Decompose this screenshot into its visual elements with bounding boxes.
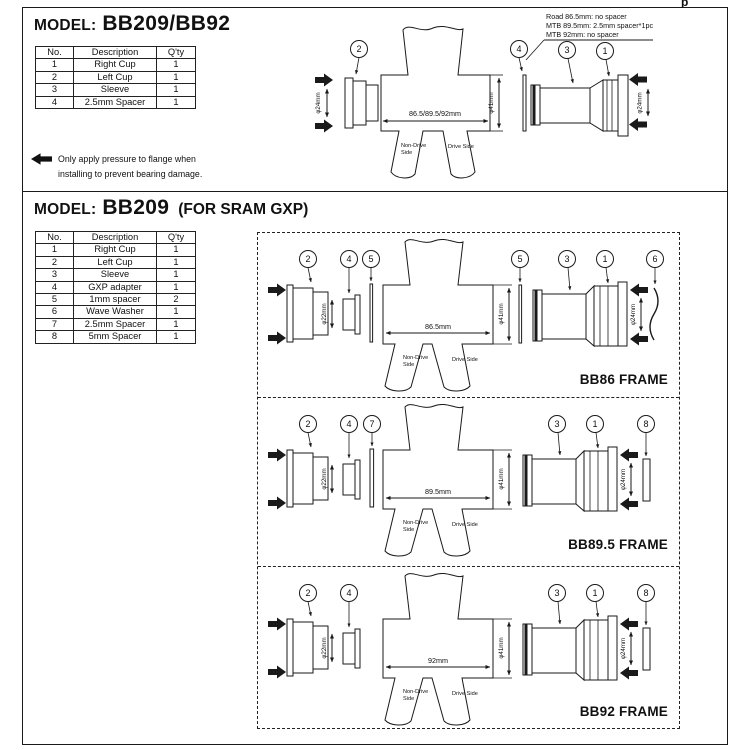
- press-arrow-icon: [630, 333, 648, 346]
- press-arrow-icon: [268, 666, 286, 679]
- section2-title: [34, 196, 308, 220]
- spacer-1mm-left: [370, 284, 373, 342]
- dim-right-cup-diameter: φ24mm: [636, 92, 644, 114]
- model-label: MODEL:: [34, 17, 97, 34]
- diagram-bb895: [258, 399, 676, 561]
- table-row: [36, 84, 196, 96]
- adapter-body: [343, 299, 355, 330]
- frame-outline: [383, 239, 493, 391]
- cup-flange: [287, 619, 293, 676]
- cell-qty: 1: [157, 306, 196, 318]
- cell-qty: 1: [157, 59, 196, 71]
- cup-flange: [618, 282, 627, 346]
- cell-no: 7: [36, 318, 74, 330]
- table-row: [36, 293, 196, 305]
- frame-outline: [383, 404, 493, 556]
- sleeve-cylinder: [542, 294, 586, 339]
- model-label: MODEL:: [34, 201, 97, 218]
- cell-no: 5: [36, 293, 74, 305]
- cup-body: [584, 620, 608, 680]
- dim-shell-diameter-text: φ41mm: [498, 303, 505, 325]
- press-arrow-icon: [629, 118, 647, 131]
- cup-flange: [345, 78, 353, 128]
- callout-number: 7: [369, 419, 375, 429]
- sleeve-cylinder: [532, 459, 576, 504]
- callout-spacer-5mm: [638, 585, 655, 626]
- cup-sleeve-end: [366, 85, 378, 121]
- frame-shell: [383, 573, 493, 725]
- callout-left-cup: [300, 585, 317, 617]
- diagram-row-bb86: [258, 233, 679, 397]
- sleeve-and-right-cup: [533, 282, 648, 346]
- cell-desc: Right Cup: [74, 59, 157, 71]
- dim-shell-width: 86.5mm: [425, 322, 451, 331]
- callout-number: 8: [643, 588, 649, 598]
- press-arrow-icon: [620, 618, 638, 631]
- diagram-row-bb92: [258, 566, 679, 730]
- callout-spacer-5mm: [638, 416, 655, 457]
- dim-shell-width: 86.5/89.5/92mm: [409, 109, 461, 118]
- press-arrow-icon: [620, 449, 638, 462]
- caution-note: [31, 152, 202, 183]
- label-non-drive-side: Side: [403, 696, 415, 702]
- cell-desc: 5mm Spacer: [74, 331, 157, 343]
- sleeve-taper: [576, 451, 584, 511]
- dim-shell-width: 92mm: [428, 656, 448, 665]
- label-drive-side: Drive Side: [452, 357, 478, 363]
- sleeve-and-right-cup: [523, 616, 638, 680]
- cell-no: 1: [36, 244, 74, 256]
- callout-number: 1: [592, 419, 598, 429]
- wave-washer: [650, 288, 658, 340]
- press-arrow-icon: [268, 332, 286, 345]
- cell-no: 3: [36, 84, 74, 96]
- adapter-lip: [355, 629, 360, 668]
- frame-outline: [381, 26, 490, 177]
- callout-leader: [568, 59, 573, 84]
- table-row: [36, 256, 196, 268]
- section-divider: [22, 191, 728, 192]
- cell-desc: Right Cup: [74, 244, 157, 256]
- sleeve-and-right-cup: [523, 447, 638, 511]
- callout-left-cup: [300, 251, 317, 283]
- callout-number: 3: [564, 45, 570, 55]
- callout-spacer-right: [512, 251, 529, 283]
- cell-no: 2: [36, 71, 74, 83]
- cup-flange: [618, 75, 628, 136]
- callout-number: 1: [602, 46, 608, 56]
- callout-leader: [356, 58, 359, 75]
- sleeve-lip-band: [535, 291, 538, 341]
- press-arrow-icon: [268, 284, 286, 297]
- wave-washer-curve: [650, 288, 658, 340]
- cell-desc: 1mm spacer: [74, 293, 157, 305]
- cell-qty: 1: [157, 244, 196, 256]
- spacer-strip: [523, 75, 526, 131]
- callout-right-cup: [597, 251, 614, 284]
- callout-leader: [519, 58, 522, 72]
- header-no: No.: [36, 47, 74, 59]
- dim-shell-diameter-text: φ41mm: [498, 468, 505, 490]
- model-suffix: (FOR SRAM GXP): [178, 201, 309, 218]
- callout-number: 8: [643, 419, 649, 429]
- cell-qty: 1: [157, 96, 196, 108]
- callout-number: 1: [602, 254, 608, 264]
- callout-number: 3: [554, 588, 560, 598]
- callout-adapter: [341, 416, 358, 459]
- cup-flange: [608, 616, 617, 680]
- table-row: [36, 59, 196, 71]
- cell-desc: Sleeve: [74, 84, 157, 96]
- callout-leader: [568, 268, 570, 291]
- header-no: No.: [36, 232, 74, 244]
- label-non-drive-side: Side: [403, 362, 415, 368]
- left-cup: [268, 618, 328, 679]
- callout-spacer-left: [364, 416, 381, 447]
- press-arrow-icon: [315, 120, 333, 133]
- press-arrow-icon: [630, 284, 648, 297]
- cup-body: [293, 288, 313, 339]
- header-qty: Q'ty: [157, 232, 196, 244]
- callout-number: 3: [564, 254, 570, 264]
- table-row: [36, 269, 196, 281]
- sleeve-lip-band: [525, 625, 528, 675]
- label-non-drive-side: Non-Drive: [403, 520, 429, 526]
- cell-qty: 1: [157, 71, 196, 83]
- press-arrow-icon: [268, 497, 286, 510]
- callout-leader: [308, 433, 311, 448]
- dim-left-cup-diameter: φ24mm: [315, 92, 322, 114]
- spacer-2-5mm: [523, 75, 526, 131]
- dim-cup-diameter: φ24mm: [630, 303, 637, 326]
- callout-wave-washer: [647, 251, 664, 285]
- press-arrow-icon: [629, 73, 647, 86]
- cup-body: [353, 81, 366, 125]
- callout-right-cup: [597, 43, 614, 77]
- press-arrow-icon: [268, 449, 286, 462]
- label-non-drive-side: Non-Drive: [401, 143, 427, 149]
- callout-left-cup: [351, 41, 368, 75]
- left-cup: [315, 74, 378, 133]
- caution-line: Only apply pressure to flange when: [58, 154, 196, 164]
- model-value: BB209/BB92: [102, 12, 231, 35]
- adapter-body: [343, 464, 355, 495]
- callout-leader: [308, 268, 311, 283]
- callout-sleeve: [549, 416, 566, 456]
- spacer-strip: [370, 449, 374, 507]
- section2-parts-table: [35, 231, 196, 344]
- press-arrow-icon: [315, 74, 333, 87]
- callout-leader: [596, 433, 598, 449]
- left-arrow-icon: [31, 153, 52, 165]
- cell-no: 2: [36, 256, 74, 268]
- spacer-usage-notes: [526, 12, 653, 60]
- cell-no: 3: [36, 269, 74, 281]
- dim-shell-diameter-text: φ41mm: [498, 637, 505, 659]
- cell-qty: 1: [157, 331, 196, 343]
- callout-number: 2: [305, 588, 311, 598]
- cell-desc: Sleeve: [74, 269, 157, 281]
- dim-shell-width: 89.5mm: [425, 487, 451, 496]
- callout-leader: [606, 268, 608, 284]
- table-row: [36, 244, 196, 256]
- frame-label: BB92 FRAME: [579, 704, 668, 719]
- table-row: [36, 96, 196, 108]
- cell-desc: Wave Washer: [74, 306, 157, 318]
- adapter-lip: [355, 460, 360, 499]
- frame-shell: [383, 404, 493, 556]
- spacer-block: [643, 459, 650, 501]
- frame-label: BB86 FRAME: [579, 372, 668, 387]
- cell-desc: 2.5mm Spacer: [74, 318, 157, 330]
- cell-desc: GXP adapter: [74, 281, 157, 293]
- cell-no: 1: [36, 59, 74, 71]
- cell-qty: 1: [157, 256, 196, 268]
- dim-cup-diameter: φ24mm: [620, 637, 627, 660]
- cell-no: 4: [36, 281, 74, 293]
- sleeve-taper: [576, 620, 584, 680]
- cell-qty: 1: [157, 281, 196, 293]
- dim-shell-diameter: [493, 450, 512, 509]
- spacer-strip: [519, 285, 522, 343]
- cup-body: [293, 453, 313, 504]
- dim-cup-diameter: φ24mm: [620, 468, 627, 491]
- callout-spacer-left: [363, 251, 380, 282]
- cell-desc: Left Cup: [74, 71, 157, 83]
- cell-desc: Left Cup: [74, 256, 157, 268]
- table-row: [36, 331, 196, 343]
- frame-shell: [381, 26, 490, 177]
- dim-adapter-diameter: φ22mm: [321, 303, 328, 325]
- label-non-drive-side: Non-Drive: [403, 355, 429, 361]
- callout-number: 2: [305, 254, 311, 264]
- press-arrow-icon: [620, 498, 638, 511]
- callout-number: 1: [592, 588, 598, 598]
- caution-line: installing to prevent bearing damage.: [58, 169, 203, 180]
- diagram-bb86: [258, 234, 676, 396]
- frame-diagrams-box: [257, 232, 680, 729]
- cell-qty: 1: [157, 84, 196, 96]
- sleeve-taper: [586, 286, 594, 346]
- label-non-drive-side: Non-Drive: [403, 689, 429, 695]
- table-header-row: [36, 232, 196, 244]
- diagram-bb92: [258, 568, 676, 730]
- sleeve-cylinder: [540, 88, 590, 123]
- diagram-bb209-bb92: [293, 8, 743, 190]
- note-line: Road 86.5mm: no spacer: [546, 12, 627, 21]
- table-row: [36, 306, 196, 318]
- note-line: MTB 89.5mm: 2.5mm spacer*1pc: [546, 21, 654, 30]
- callout-right-cup: [587, 585, 604, 618]
- callout-number: 4: [346, 588, 352, 598]
- dim-shell-diameter: [493, 285, 512, 344]
- callout-number: 2: [305, 419, 311, 429]
- press-arrow-icon: [268, 618, 286, 631]
- model-value: BB209: [102, 196, 170, 219]
- cup-flange: [608, 447, 617, 511]
- spacer-strip: [370, 284, 373, 342]
- sleeve-lip-band: [525, 456, 528, 506]
- callout-spacer: [511, 41, 528, 72]
- cell-no: 4: [36, 96, 74, 108]
- callout-number: 3: [554, 419, 560, 429]
- page-edge-artifact: p: [681, 0, 689, 8]
- dim-adapter-diameter: φ22mm: [321, 468, 328, 490]
- sleeve-taper: [590, 80, 603, 131]
- dim-adapter-diameter: φ22mm: [321, 637, 328, 659]
- callout-adapter: [341, 585, 358, 628]
- cell-qty: 1: [157, 318, 196, 330]
- header-description: Description: [74, 232, 157, 244]
- callout-number: 4: [346, 419, 352, 429]
- spacer-2-5mm-left: [370, 449, 374, 507]
- header-description: Description: [74, 47, 157, 59]
- label-drive-side: Drive Side: [452, 691, 478, 697]
- adapter-lip: [355, 295, 360, 334]
- dim-shell-diameter-text: φ41mm: [488, 92, 495, 114]
- press-arrow-icon: [620, 667, 638, 680]
- callout-number: 5: [368, 254, 374, 264]
- callout-left-cup: [300, 416, 317, 448]
- adapter-body: [343, 633, 355, 664]
- cell-qty: 1: [157, 269, 196, 281]
- callout-right-cup: [587, 416, 604, 449]
- callout-leader: [558, 602, 560, 625]
- label-drive-side: Drive Side: [452, 522, 478, 528]
- frame-label: BB89.5 FRAME: [568, 537, 668, 552]
- cell-desc: 2.5mm Spacer: [74, 96, 157, 108]
- callout-adapter: [341, 251, 358, 294]
- spacer-5mm: [643, 459, 650, 501]
- label-non-drive-side: Side: [401, 150, 413, 156]
- caution-text: [58, 152, 202, 183]
- label-non-drive-side: Side: [403, 527, 415, 533]
- spacer-1mm-right: [519, 285, 522, 343]
- label-drive-side: Drive Side: [448, 144, 474, 150]
- callout-number: 4: [516, 44, 522, 54]
- note-leader-line: [526, 40, 544, 60]
- callout-leader: [308, 602, 311, 617]
- section1-parts-table: [35, 46, 196, 109]
- cell-no: 8: [36, 331, 74, 343]
- left-cup: [268, 449, 328, 510]
- table-header-row: [36, 47, 196, 59]
- cell-no: 6: [36, 306, 74, 318]
- frame-outline: [383, 573, 493, 725]
- note-line: MTB 92mm: no spacer: [546, 30, 619, 39]
- callout-sleeve: [559, 42, 576, 84]
- cup-body: [293, 622, 313, 673]
- dim-shell-diameter: [493, 619, 512, 678]
- callout-sleeve: [549, 585, 566, 625]
- left-cup: [268, 284, 328, 345]
- cup-flange: [287, 450, 293, 507]
- callout-leader: [596, 602, 598, 618]
- cup-body: [584, 451, 608, 511]
- table-row: [36, 281, 196, 293]
- sleeve-lip-band: [533, 86, 536, 125]
- cup-flange: [287, 285, 293, 342]
- frame-shell: [383, 239, 493, 391]
- diagram-row-bb895: [258, 397, 679, 566]
- sleeve-cylinder: [532, 628, 576, 673]
- callout-number: 2: [356, 44, 362, 54]
- table-row: [36, 71, 196, 83]
- callout-leader: [558, 433, 560, 456]
- section1-title: [34, 12, 230, 36]
- header-qty: Q'ty: [157, 47, 196, 59]
- callout-number: 4: [346, 254, 352, 264]
- callout-number: 5: [517, 254, 523, 264]
- callout-leader: [606, 60, 609, 77]
- spacer-block: [643, 628, 650, 670]
- sleeve-and-right-cup: [531, 73, 648, 136]
- cup-body: [603, 80, 618, 131]
- cell-qty: 2: [157, 293, 196, 305]
- callout-number: 6: [652, 254, 658, 264]
- table-row: [36, 318, 196, 330]
- spacer-5mm: [643, 628, 650, 670]
- callout-sleeve: [559, 251, 576, 291]
- cup-body: [594, 286, 618, 346]
